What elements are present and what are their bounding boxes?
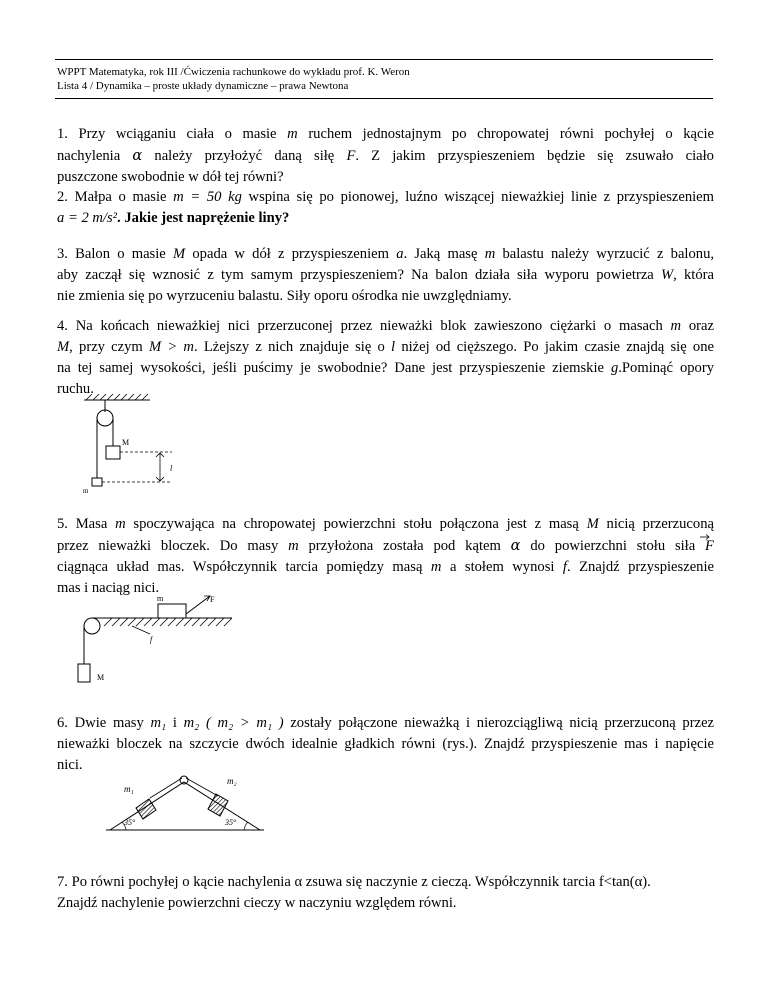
label-f-fig5: f — [150, 635, 153, 644]
mass-m-on-table — [158, 604, 186, 618]
header-rule-top — [55, 59, 713, 60]
label-l: l — [170, 464, 173, 473]
label-m2: m₂ — [227, 776, 237, 786]
problem-1: 1. Przy wciąganiu ciała o masie m ruchem jednostajnym po chropowatej równi pochyłej o kącie nachylenia α należy przyłożyć daną siłę F. Z jakim przyspieszeniem będzie się zsuwało ciało puszczone swobodnie w dół tej równi? — [57, 126, 714, 185]
vector-arrow-F — [699, 533, 711, 541]
label-M-fig5: M — [97, 673, 105, 682]
angle-right: 35° — [225, 818, 237, 827]
table-pulley-wheel — [84, 618, 100, 634]
mass-M-block — [106, 446, 120, 459]
problem-2: 2. Małpa o masie m = 50 kg wspina się po pionowej, luźno wiszącej nieważkiej linie z przyspieszeniem a = 2 m/s². Jakie jest naprężenie liny? — [57, 189, 715, 226]
label-M: M — [122, 438, 130, 447]
block-m2 — [208, 794, 228, 816]
label-m1: m₁ — [124, 784, 134, 794]
figure-table-pulley — [70, 590, 240, 690]
label-F-fig5: F — [210, 595, 215, 604]
problem-6: 6. Dwie masy m₁ i m₂ ( m₂ > m₁ ) zostały połączone nieważką i nierozciągliwą nicią przerzuconą przez nieważki bloczek na szczycie dwóch idealnie gładkich równi (rys.). Znajdź przyspieszenie mas i napięcie nici. — [57, 715, 715, 773]
pulley-wheel — [97, 410, 113, 426]
problem-7: 7. Po równi pochyłej o kącie nachylenia α zsuwa się naczynie z cieczą. Współczynnik tarcia f<tan(α). Znajdź nachylenie powierzchni cieczy w naczyniu względem równi. — [57, 874, 651, 911]
mass-m-block — [92, 478, 102, 486]
header-rule-bottom — [55, 98, 713, 99]
header-course: WPPT Matematyka, rok III /Ćwiczenia rachunkowe do wykładu prof. K. Weron — [57, 66, 410, 78]
figure-pulley-masses — [80, 394, 190, 496]
angle-left: 35° — [124, 818, 136, 827]
problem-5: 5. Masa m spoczywająca na chropowatej powierzchni stołu połączona jest z masą M nicią przerzuconą przez nieważki bloczek. Do masy m przyłożona została pod kątem α do powierzchni stołu siła F ciągnąca układ mas. Współczynnik tarcia pomiędzy masą m a stołem wynosi f. Znajdź przyspieszenie mas i naciąg nici. — [57, 516, 714, 596]
problem-4: 4. Na końcach nieważkiej nici przerzuconej przez nieważki blok zawieszono ciężarki o masach m oraz M, przy czym M > m. Lżejszy z nich znajduje się o l niżej od cięższego. Po jakim czasie znajdą się one na tej samej wysokości, jeśli puścimy je swobodnie? Dane jest przyspieszenie ziemskie g.Pominąć opory ruchu. — [57, 318, 715, 397]
label-m-fig5: m — [157, 594, 164, 603]
problem-3: 3. Balon o masie M opada w dół z przyspieszeniem a. Jaką masę m balastu należy wyrzucić z balonu, aby zaczął się wznosić z tym samym przyspieszeniem? Na balon działa siła wyporu powietrza W, która nie zmienia się po wyrzuceniu balastu. Siły oporu ośrodka nie uwzględniamy. — [57, 246, 715, 304]
header-list: Lista 4 / Dynamika – proste układy dynamiczne – prawa Newtona — [57, 80, 349, 92]
figure-double-incline — [100, 768, 270, 840]
incline-pulley — [180, 776, 188, 784]
label-m: m — [83, 487, 89, 495]
mass-M-hanging — [78, 664, 90, 682]
